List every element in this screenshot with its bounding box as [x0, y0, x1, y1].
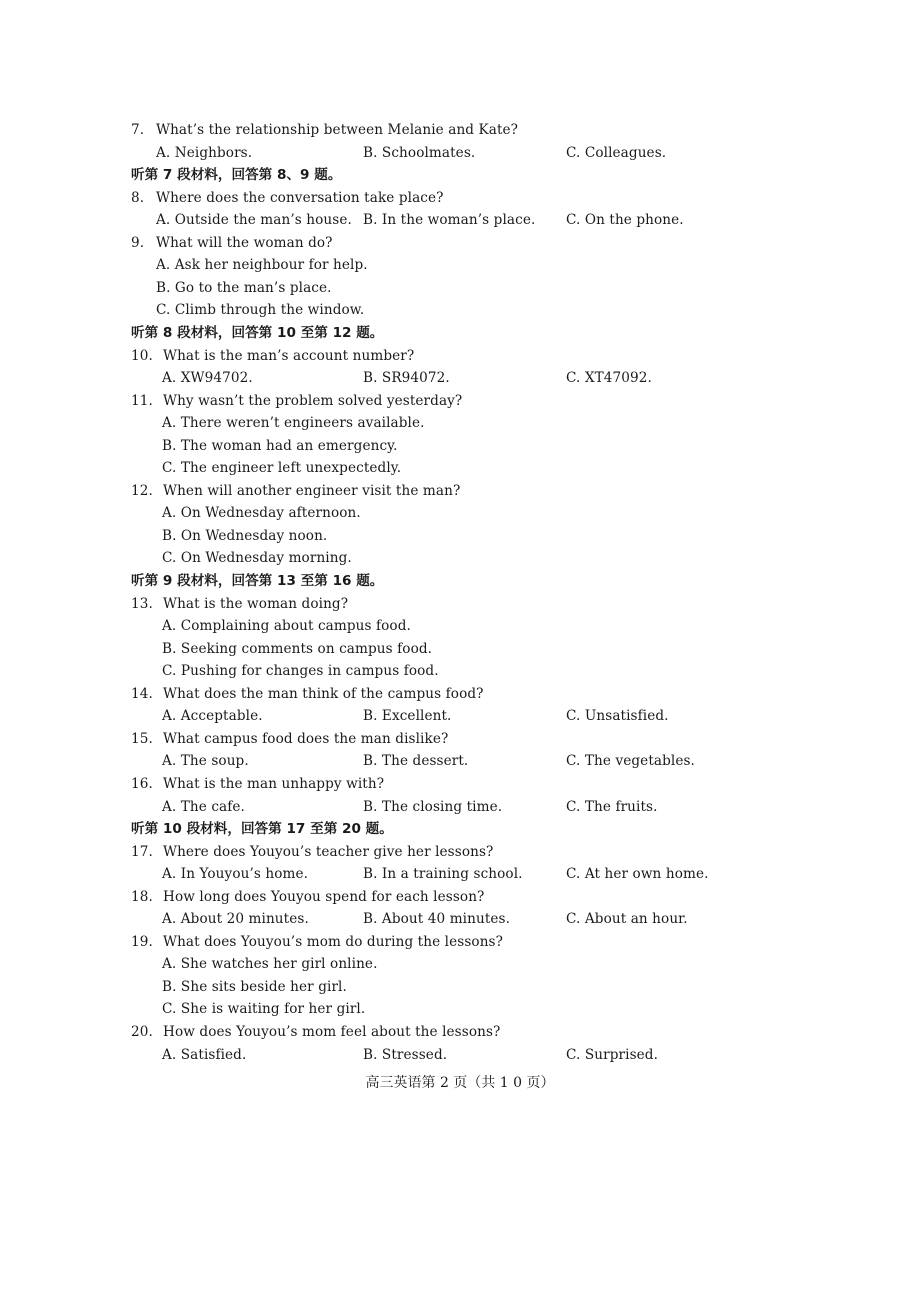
answer-option-a: A. In Youyou’s home.: [162, 866, 309, 883]
question-text: What’s the relationship between Melanie and Kate?: [156, 122, 519, 138]
question-text: What is the man’s account number?: [163, 347, 415, 364]
answer-option: B. Seeking comments on campus food.: [162, 640, 433, 657]
question-number: 9.: [131, 234, 145, 251]
answer-option-b: B. SR94072.: [363, 370, 450, 387]
answer-option-c: C. On the phone.: [566, 212, 684, 229]
question: [131, 480, 460, 502]
answer-options-row: [0, 142, 920, 164]
question-number: 13.: [131, 595, 153, 612]
question: [131, 232, 333, 254]
answer-option: B. She sits beside her girl.: [162, 978, 347, 995]
section-heading: 听第 7 段材料，回答第 8、9 题。: [131, 167, 342, 184]
question-text: Where does the conversation take place?: [156, 189, 444, 206]
answer-option-a: A. The soup.: [162, 753, 249, 770]
answer-option-b: B. Stressed.: [363, 1046, 448, 1063]
answer-option-a: A. Neighbors.: [156, 144, 253, 161]
answer-option-b: B. The closing time.: [363, 798, 503, 815]
answer-option-a: A. About 20 minutes.: [162, 911, 309, 928]
question-text: When will another engineer visit the man?: [163, 482, 461, 499]
answer-option-a: A. Acceptable.: [162, 708, 263, 725]
answer-option: B. The woman had an emergency.: [162, 437, 398, 454]
question-text: How does Youyou’s mom feel about the lessons?: [163, 1024, 501, 1040]
question-number: 12.: [131, 482, 153, 499]
question-text: What is the woman doing?: [163, 595, 349, 612]
question-number: 8.: [131, 189, 145, 206]
question-text: What is the man unhappy with?: [163, 775, 385, 792]
answer-options-row: [0, 705, 920, 727]
question-number: 16.: [131, 775, 153, 792]
question-text: How long does Youyou spend for each lesson?: [163, 888, 485, 905]
answer-option-c: C. The fruits.: [566, 798, 658, 815]
question-number: 17.: [131, 843, 153, 860]
answer-option: C. Climb through the window.: [156, 302, 365, 319]
answer-option: A. Complaining about campus food.: [162, 618, 411, 635]
question: [131, 1021, 500, 1043]
question-text: What campus food does the man dislike?: [163, 730, 449, 747]
answer-option: C. She is waiting for her girl.: [162, 1001, 366, 1018]
answer-options-row: [0, 863, 920, 885]
answer-option-a: A. The cafe.: [162, 798, 245, 815]
answer-option: A. There weren’t engineers available.: [162, 415, 425, 432]
question: [131, 683, 484, 705]
question-text: What will the woman do?: [156, 234, 333, 251]
question-number: 10.: [131, 347, 153, 364]
answer-option: C. Pushing for changes in campus food.: [162, 663, 439, 680]
section-heading: 听第 10 段材料，回答第 17 至第 20 题。: [131, 821, 393, 838]
answer-option-a: A. XW94702.: [162, 370, 253, 387]
answer-option-b: B. Schoolmates.: [363, 144, 476, 161]
answer-options-row: [0, 209, 920, 231]
answer-options-row: [0, 750, 920, 772]
question-number: 18.: [131, 888, 153, 905]
answer-option-c: C. At her own home.: [566, 866, 709, 883]
question: [131, 931, 503, 953]
question-number: 15.: [131, 730, 153, 747]
question: [131, 773, 384, 795]
answer-option-b: B. The dessert.: [363, 753, 469, 770]
question: [131, 886, 484, 908]
question-text: Why wasn’t the problem solved yesterday?: [163, 392, 463, 409]
answer-option: B. Go to the man’s place.: [156, 279, 332, 296]
answer-option-a: A. Satisfied.: [162, 1046, 247, 1063]
answer-options-row: [0, 908, 920, 930]
question-number: 7.: [131, 122, 145, 138]
answer-option-b: B. In the woman’s place.: [363, 212, 536, 229]
answer-option: C. The engineer left unexpectedly.: [162, 460, 402, 477]
answer-option: C. On Wednesday morning.: [162, 550, 352, 567]
question-number: 20.: [131, 1024, 153, 1040]
question-number: 19.: [131, 933, 153, 950]
section-heading: 听第 8 段材料，回答第 10 至第 12 题。: [131, 324, 384, 341]
question: [131, 593, 348, 615]
answer-option: A. On Wednesday afternoon.: [162, 505, 361, 522]
answer-option-c: C. Surprised.: [566, 1046, 659, 1063]
page-footer: 高三英语第 2 页（共 1 0 页）: [365, 1075, 555, 1091]
answer-options-row: [0, 1044, 920, 1066]
answer-option: A. She watches her girl online.: [162, 956, 378, 973]
question-number: 11.: [131, 392, 153, 409]
answer-option: A. Ask her neighbour for help.: [156, 257, 368, 274]
question-text: What does the man think of the campus food?: [163, 685, 484, 702]
answer-option-a: A. Outside the man’s house.: [156, 212, 352, 229]
section-heading: 听第 9 段材料，回答第 13 至第 16 题。: [131, 573, 384, 589]
answer-option-c: C. XT47092.: [566, 370, 652, 387]
question: [131, 841, 493, 863]
question: [131, 390, 462, 412]
question: [131, 345, 414, 367]
answer-options-row: [0, 796, 920, 818]
answer-option-c: C. Unsatisfied.: [566, 708, 669, 725]
answer-option-b: B. In a training school.: [363, 866, 523, 883]
answer-option-b: B. Excellent.: [363, 708, 452, 725]
question: [131, 728, 448, 750]
answer-option-c: C. The vegetables.: [566, 753, 695, 770]
answer-option-b: B. About 40 minutes.: [363, 911, 511, 928]
answer-option: B. On Wednesday noon.: [162, 527, 328, 544]
question-number: 14.: [131, 685, 153, 702]
question: [131, 187, 444, 209]
question-text: Where does Youyou’s teacher give her lessons?: [163, 843, 494, 860]
answer-option-c: C. About an hour.: [566, 911, 688, 928]
answer-option-c: C. Colleagues.: [566, 144, 667, 161]
question: [131, 119, 518, 141]
question-text: What does Youyou’s mom do during the lessons?: [163, 933, 504, 950]
answer-options-row: [0, 367, 920, 389]
